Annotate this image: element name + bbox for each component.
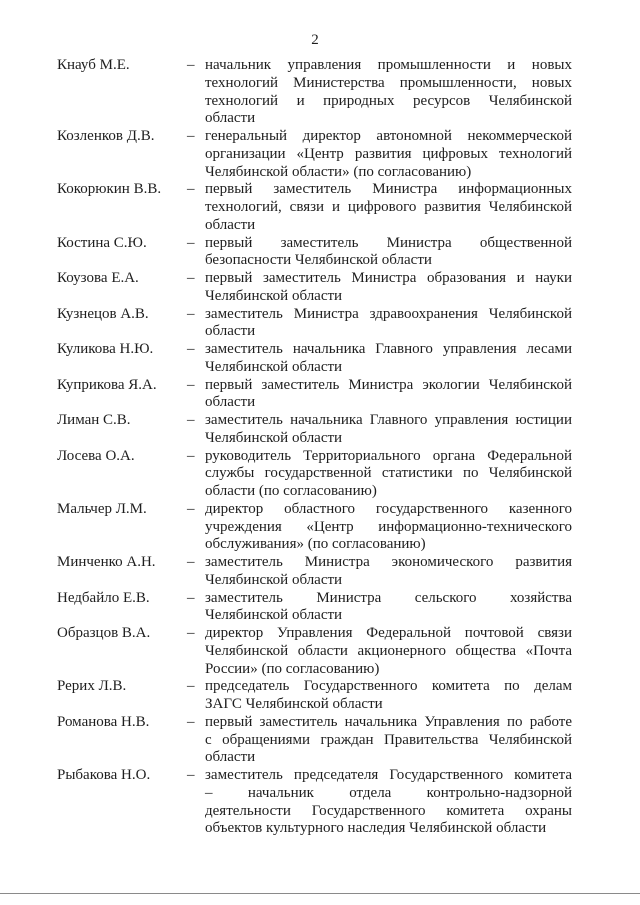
position-line: технологий и природных ресурсов Челябинской bbox=[205, 92, 572, 109]
position-line: области bbox=[205, 110, 256, 127]
position-line: Челябинской области bbox=[205, 571, 343, 588]
member-entry bbox=[57, 235, 572, 271]
member-name: Лосева О.А. bbox=[57, 447, 135, 464]
member-name: Кокорюкин В.В. bbox=[57, 181, 162, 198]
member-name: Образцов В.А. bbox=[57, 625, 151, 641]
position-line: – начальник отдела контрольно-надзорной bbox=[205, 784, 572, 801]
position-line: области (по согласованию) bbox=[205, 483, 377, 499]
member-position bbox=[205, 590, 572, 626]
member-entry bbox=[57, 128, 572, 181]
member-position bbox=[205, 554, 572, 590]
member-list bbox=[57, 57, 572, 838]
position-line: заместитель Министра экономического развития bbox=[205, 554, 572, 570]
position-line: организации «Центр развития цифровых технологий bbox=[205, 145, 572, 162]
member-dash: – bbox=[187, 713, 195, 730]
member-dash: – bbox=[187, 181, 195, 198]
member-name: Коузова Е.А. bbox=[57, 270, 139, 286]
position-line: области bbox=[205, 216, 256, 233]
member-dash: – bbox=[187, 447, 195, 464]
position-line: с обращениями граждан Правительства Челябинской bbox=[205, 731, 572, 748]
member-position bbox=[205, 678, 572, 714]
member-position bbox=[205, 448, 572, 501]
position-line: службы государственной статистики по Челябинской bbox=[205, 465, 572, 482]
member-entry bbox=[57, 554, 572, 590]
position-line: директор областного государственного казенного bbox=[205, 500, 572, 517]
member-entry bbox=[57, 270, 572, 306]
member-entry bbox=[57, 625, 572, 678]
member-entry bbox=[57, 678, 572, 714]
position-line: заместитель начальника Главного управления лесами bbox=[205, 341, 572, 357]
position-line: Челябинской области bbox=[205, 287, 343, 304]
member-name: Козленков Д.В. bbox=[57, 128, 155, 144]
member-entry bbox=[57, 501, 572, 554]
member-dash: – bbox=[187, 270, 195, 286]
member-name: Рерих Л.В. bbox=[57, 678, 127, 695]
member-entry bbox=[57, 181, 572, 234]
position-line: деятельности Государственного комитета охраны bbox=[205, 802, 572, 819]
member-entry bbox=[57, 448, 572, 501]
member-dash: – bbox=[187, 554, 195, 570]
member-entry bbox=[57, 767, 572, 838]
position-line: России» (по согласованию) bbox=[205, 660, 380, 677]
position-line: председатель Государственного комитета по делам bbox=[205, 678, 572, 695]
member-entry bbox=[57, 412, 572, 448]
member-name: Рыбакова Н.О. bbox=[57, 767, 151, 783]
position-line: технологий Министерства промышленности, новых bbox=[205, 74, 572, 91]
member-position bbox=[205, 235, 572, 271]
position-line: области bbox=[205, 394, 256, 411]
position-line: начальник управления промышленности и новых bbox=[205, 57, 572, 73]
position-line: Челябинской области bbox=[205, 358, 343, 375]
member-entry bbox=[57, 377, 572, 413]
member-name: Минченко А.Н. bbox=[57, 554, 156, 570]
member-name: Кнауб М.Е. bbox=[57, 57, 130, 73]
member-position bbox=[205, 377, 572, 413]
position-line: обслуживания» (по согласованию) bbox=[205, 536, 426, 553]
position-line: Челябинской области bbox=[205, 429, 343, 446]
member-position bbox=[205, 412, 572, 448]
member-dash: – bbox=[187, 625, 195, 641]
member-position bbox=[205, 501, 572, 554]
position-line: учреждения «Центр информационно-технического bbox=[205, 518, 572, 535]
member-position bbox=[205, 270, 572, 306]
member-position bbox=[205, 306, 572, 342]
member-dash: – bbox=[187, 500, 195, 517]
member-dash: – bbox=[187, 341, 195, 357]
member-dash: – bbox=[187, 234, 195, 251]
member-position bbox=[205, 57, 572, 128]
member-dash: – bbox=[187, 767, 195, 783]
position-line: области bbox=[205, 323, 256, 340]
member-dash: – bbox=[187, 412, 195, 428]
position-line: Челябинской области bbox=[205, 607, 343, 624]
member-position bbox=[205, 625, 572, 678]
member-dash: – bbox=[187, 57, 195, 73]
member-entry bbox=[57, 341, 572, 377]
position-line: ЗАГС Челябинской области bbox=[205, 696, 383, 712]
position-line: технологий, связи и цифрового развития Челябинской bbox=[205, 199, 572, 215]
position-line: первый заместитель Министра общественной bbox=[205, 234, 572, 251]
position-line: первый заместитель Министра экологии Челябинской bbox=[205, 376, 572, 393]
position-line: заместитель Министра здравоохранения Челябинской bbox=[205, 305, 572, 322]
position-line: первый заместитель Министра образования и науки bbox=[205, 270, 572, 286]
position-line: первый заместитель начальника Управления по работе bbox=[205, 713, 572, 730]
member-name: Романова Н.В. bbox=[57, 713, 150, 730]
member-position bbox=[205, 767, 572, 838]
member-position bbox=[205, 714, 572, 767]
position-line: Челябинской области акционерного общества «Почта bbox=[205, 642, 572, 659]
member-dash: – bbox=[187, 589, 195, 606]
member-entry bbox=[57, 306, 572, 342]
position-line: заместитель Министра сельского хозяйства bbox=[205, 589, 572, 606]
position-line: области bbox=[205, 749, 256, 766]
member-position bbox=[205, 341, 572, 377]
position-line: заместитель председателя Государственного комитета bbox=[205, 767, 572, 783]
member-name: Лиман С.В. bbox=[57, 412, 131, 428]
member-dash: – bbox=[187, 305, 195, 322]
position-line: безопасности Челябинской области bbox=[205, 252, 432, 269]
member-dash: – bbox=[187, 376, 195, 393]
position-line: генеральный директор автономной некоммерческой bbox=[205, 128, 572, 144]
page-number: 2 bbox=[311, 32, 319, 48]
position-line: директор Управления Федеральной почтовой связи bbox=[205, 625, 572, 641]
position-line: объектов культурного наследия Челябинской области bbox=[205, 820, 547, 837]
position-line: руководитель Территориального органа Федеральной bbox=[205, 447, 572, 464]
member-name: Куприкова Я.А. bbox=[57, 376, 157, 393]
member-name: Костина С.Ю. bbox=[57, 234, 147, 251]
member-name: Недбайло Е.В. bbox=[57, 589, 150, 606]
member-entry bbox=[57, 590, 572, 626]
member-name: Куликова Н.Ю. bbox=[57, 341, 154, 357]
member-position bbox=[205, 128, 572, 181]
member-position bbox=[205, 181, 572, 234]
position-line: заместитель начальника Главного управления юстиции bbox=[205, 412, 572, 428]
scan-edge-line bbox=[0, 893, 640, 894]
member-entry bbox=[57, 714, 572, 767]
member-dash: – bbox=[187, 678, 195, 695]
member-name: Кузнецов А.В. bbox=[57, 305, 149, 322]
position-line: первый заместитель Министра информационных bbox=[205, 181, 572, 198]
member-dash: – bbox=[187, 128, 195, 144]
member-entry bbox=[57, 57, 572, 128]
position-line: Челябинской области» (по согласованию) bbox=[205, 163, 472, 180]
member-name: Мальчер Л.М. bbox=[57, 500, 147, 517]
